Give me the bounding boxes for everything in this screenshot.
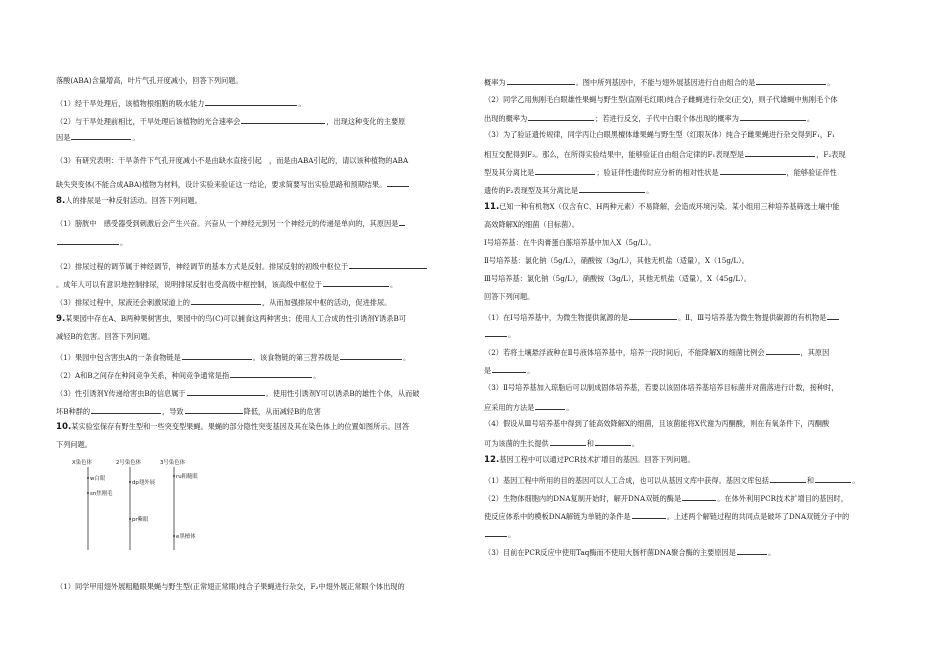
q9-sub3-cont: 坏B种群的 ，导致 降低，从而减轻B的危害 xyxy=(56,407,321,416)
answer-blank[interactable] xyxy=(187,387,265,396)
q7-continued-text: 落酸(ABA)含量增高，叶片气孔开度减小，回答下列问题。 xyxy=(56,76,243,85)
q7-sub1: （1）经干旱处理后，该植物根细胞的吸水能力 。 xyxy=(56,99,306,108)
answer-blank[interactable] xyxy=(349,260,427,269)
answer-blank[interactable] xyxy=(827,311,839,320)
q10-sub3: （3）为了验证遗传规律，同学丙让白眼黑檀体雄果蝇与野生型（红眼灰体）纯合子雌果蝇进行杂交得到F₁，F₁ xyxy=(484,130,835,139)
q7-sub2: （2）与干旱处理前相比，干旱处理后该植物的光合速率会 ，出现这种变化的主要原 xyxy=(56,117,406,126)
chromosome-2-label: 2号染色体 xyxy=(116,460,141,466)
answer-blank[interactable] xyxy=(535,166,595,175)
answer-blank[interactable] xyxy=(756,76,826,85)
q12-stem: 12.基因工程中可以通过PCR技术扩增目的基因。回答下列问题。 xyxy=(484,455,695,465)
answer-blank[interactable] xyxy=(770,474,806,483)
q11-answer-prompt: 回答下列问题。 xyxy=(484,292,535,301)
q8-sub1-cont: 。 xyxy=(56,236,127,248)
q10-sub2: （2）同学乙用焦刚毛白眼雄性果蝇与野生型(直刚毛红眼)纯合子雌蝇进行杂交(正交)，则子代雄蝇中焦刚毛个体 xyxy=(484,95,838,104)
answer-blank[interactable] xyxy=(182,351,252,360)
q12-sub1: （1）基因工程中所用的目的基因可以人工合成，也可以从基因文库中获得。基因文库包括 和 。 xyxy=(484,476,860,485)
gene-dp: dp翅外展 xyxy=(132,480,156,486)
answer-blank[interactable] xyxy=(632,510,666,519)
q11-stem: 11.已知一种有机物X（仅含有C、H两种元素）不易降解，会造成环境污染。某小组用三种培养基筛选土壤中能 xyxy=(484,202,840,212)
answer-blank[interactable] xyxy=(241,115,325,124)
q9-stem-cont: 减轻B的危害。回答下列问题。 xyxy=(56,332,155,341)
q12-sub2: （2）生物体细胞内的DNA复制开始时，解开DNA双链的酶是 。在体外利用PCR技术扩增目的基因时， xyxy=(484,494,848,503)
q11-medium-2: Ⅱ号培养基：氯化钠（5g/L），硝酸铵（3g/L），其他无机盐（适量），X（15g/L）。 xyxy=(484,256,749,265)
gene-sn: sn焦刚毛 xyxy=(90,491,113,497)
q7-sub3: （3）有研究表明：干旱条件下气孔开度减小不是由缺水直接引起 ，而是由ABA引起的，请以该种植物的ABA xyxy=(56,156,409,165)
q11-sub2: （2）若将土壤悬浮液种在Ⅱ号液体培养基中，培养一段时间后，不能降解X的细菌比例会 ，其原因 xyxy=(484,348,830,357)
q12-sub3: （3）目前在PCR反应中使用Taq酶而不使用大肠杆菌DNA聚合酶的主要原因是 。 xyxy=(484,548,776,557)
answer-blank[interactable] xyxy=(91,405,161,414)
gene-marker xyxy=(129,518,131,520)
q10-sub1: （1）同学甲用翅外展粗糙眼果蝇与野生型(正常翅正常眼)纯合子果蝇进行杂交，F₂中翅外展正常眼个体出现的 xyxy=(56,582,405,591)
q9-stem: 9.某果园中存在A、B两种果树害虫，果园中的鸟(C)可以捕食这两种害虫；使用人工合成的性引诱剂Y诱杀B可 xyxy=(56,314,406,324)
answer-blank[interactable] xyxy=(57,236,119,245)
q12-sub2-cont2: 。 xyxy=(484,528,515,540)
answer-blank[interactable] xyxy=(745,148,815,157)
q7-sub2-cont: 因是 。 xyxy=(56,133,140,142)
answer-blank[interactable] xyxy=(528,112,594,121)
q7-sub3-cont: 缺失突变体(不能合成ABA)植物为材料，设计实验来验证这一结论，要求简要写出实验思路和预期结果。 xyxy=(56,178,410,190)
q11-medium-3: Ⅲ号培养基：氯化钠（5g/L），硝酸铵（3g/L），其他无机盐（适量），X（45g/L）。 xyxy=(484,274,751,283)
chromosome-figure xyxy=(68,456,268,556)
q8-sub1: （1）膀胱中 感受器受到刺激后会产生兴奋。兴奋从一个神经元到另一个神经元的传递是单向的，其原因是 xyxy=(56,217,406,229)
answer-blank[interactable] xyxy=(71,131,131,140)
answer-blank[interactable] xyxy=(737,546,767,555)
answer-blank[interactable] xyxy=(550,437,586,446)
answer-blank[interactable] xyxy=(485,328,507,337)
q10-sub1-cont: 概率为 。图中所列基因中，不能与翅外展基因进行自由组合的是 。 xyxy=(484,78,835,87)
gene-w: w白眼 xyxy=(90,476,106,482)
gene-e: e黑檀体 xyxy=(176,534,196,540)
answer-blank[interactable] xyxy=(507,76,575,85)
q10-sub3-cont3: 遗传的F₂表现型及其分离比是 。 xyxy=(484,186,654,195)
q11-sub1: （1）在Ⅰ号培养基中，为微生物提供氮源的是 。Ⅱ、Ⅲ号培养基为微生物提供碳源的有机物是 xyxy=(484,311,840,323)
answer-blank[interactable] xyxy=(579,184,645,193)
q8-sub3: （3）排尿过程中，尿液还会刺激尿道上的 ，从而加强排尿中枢的活动，促进排尿。 xyxy=(56,298,392,307)
q11-sub4-cont: 可为该菌的生长提供 和 。 xyxy=(484,439,640,448)
q11-sub3-cont: 应采用的方法是 。 xyxy=(484,403,574,412)
q8-sub2: （2）排尿过程的调节属于神经调节，神经调节的基本方式是反射。排尿反射的初级中枢位于 xyxy=(56,260,428,272)
answer-blank[interactable] xyxy=(230,369,312,378)
q11-stem-cont: 高效降解X的细菌（目标菌）。 xyxy=(484,220,579,229)
chromosome-diagram xyxy=(68,456,268,556)
q11-sub1-cont: 。 xyxy=(484,328,515,340)
q10-sub3-cont: 相互交配得到F₂。那么，在所得实验结果中，能够验证自由组合定律的F₁表现型是 ，F₂表现 xyxy=(484,150,846,159)
answer-blank[interactable] xyxy=(740,112,806,121)
q9-sub3: （3）性引诱剂Y传递给害虫B的信息属于 。使用性引诱剂Y可以诱杀B的雄性个体，从而破 xyxy=(56,389,420,398)
q9-sub2: （2）A和B之间存在种间竞争关系，种间竞争通常是指 。 xyxy=(56,371,321,380)
answer-blank[interactable] xyxy=(323,278,389,287)
answer-blank[interactable] xyxy=(387,178,409,187)
answer-blank[interactable] xyxy=(399,217,405,226)
gene-marker xyxy=(129,481,131,483)
q9-sub1: （1）果园中包含害虫A的一条食物链是 。该食物链的第三营养级是 。 xyxy=(56,353,411,362)
answer-blank[interactable] xyxy=(191,296,261,305)
q12-sub2-cont: 使反应体系中的模板DNA解链为单链的条件是 。上述两个解链过程的共同点是破坏了DNA双链分子中的 xyxy=(484,512,850,521)
q8-sub2-cont: 。成年人可以有意识地控制排尿，说明排尿反射也受高级中枢控制，该高级中枢位于 。 xyxy=(56,280,398,289)
answer-blank[interactable] xyxy=(629,311,677,320)
q11-sub3: （3）Ⅱ号培养基加入琼脂后可以制成固体培养基，若要以该固体培养基培养目标菌并对菌落进行计数，接种时， xyxy=(484,383,839,392)
q10-sub3-cont2: 型及其分离比是 ；验证伴性遗传时应分析的相对性状是 ，能够验证伴性 xyxy=(484,168,837,177)
gene-pr: pr紫眼 xyxy=(132,517,149,523)
q10-stem-cont: 下列问题。 xyxy=(56,440,92,449)
gene-marker xyxy=(173,475,175,477)
q11-sub2-cont: 是 。 xyxy=(484,366,535,375)
answer-blank[interactable] xyxy=(485,528,507,537)
answer-blank[interactable] xyxy=(766,346,800,355)
q10-stem: 10.某实验室保存有野生型和一些突变型果蝇。果蝇的部分隐性突变基因及其在染色体上的位置如图所示。回答 xyxy=(56,422,410,432)
answer-blank[interactable] xyxy=(595,437,631,446)
gene-ru: ru粗糙眼 xyxy=(176,474,198,480)
gene-marker xyxy=(87,492,89,494)
answer-blank[interactable] xyxy=(340,351,402,360)
answer-blank[interactable] xyxy=(682,492,716,501)
q10-sub2-cont: 出现的概率为 ；若进行反交，子代中白眼个体出现的概率为 。 xyxy=(484,114,815,123)
q11-sub4: （4）假设从Ⅲ号培养基中得到了能高效降解X的细菌，且该菌能将X代谢为丙酮酸，则在有氧条件下，丙酮酸 xyxy=(484,419,830,428)
gene-marker xyxy=(87,477,89,479)
gene-marker xyxy=(173,535,175,537)
answer-blank[interactable] xyxy=(185,405,243,414)
answer-blank[interactable] xyxy=(492,364,526,373)
chromosome-3-label: 3号染色体 xyxy=(160,460,185,466)
answer-blank[interactable] xyxy=(815,474,851,483)
answer-blank[interactable] xyxy=(720,166,786,175)
answer-blank[interactable] xyxy=(205,97,297,106)
x-chromosome-label: X染色体 xyxy=(72,460,92,466)
q8-stem: 8.人的排尿是一种反射活动。回答下列问题。 xyxy=(56,196,202,206)
q11-medium-1: Ⅰ号培养基：在牛肉膏蛋白胨培养基中加入X（5g/L）。 xyxy=(484,238,656,247)
answer-blank[interactable] xyxy=(535,401,565,410)
